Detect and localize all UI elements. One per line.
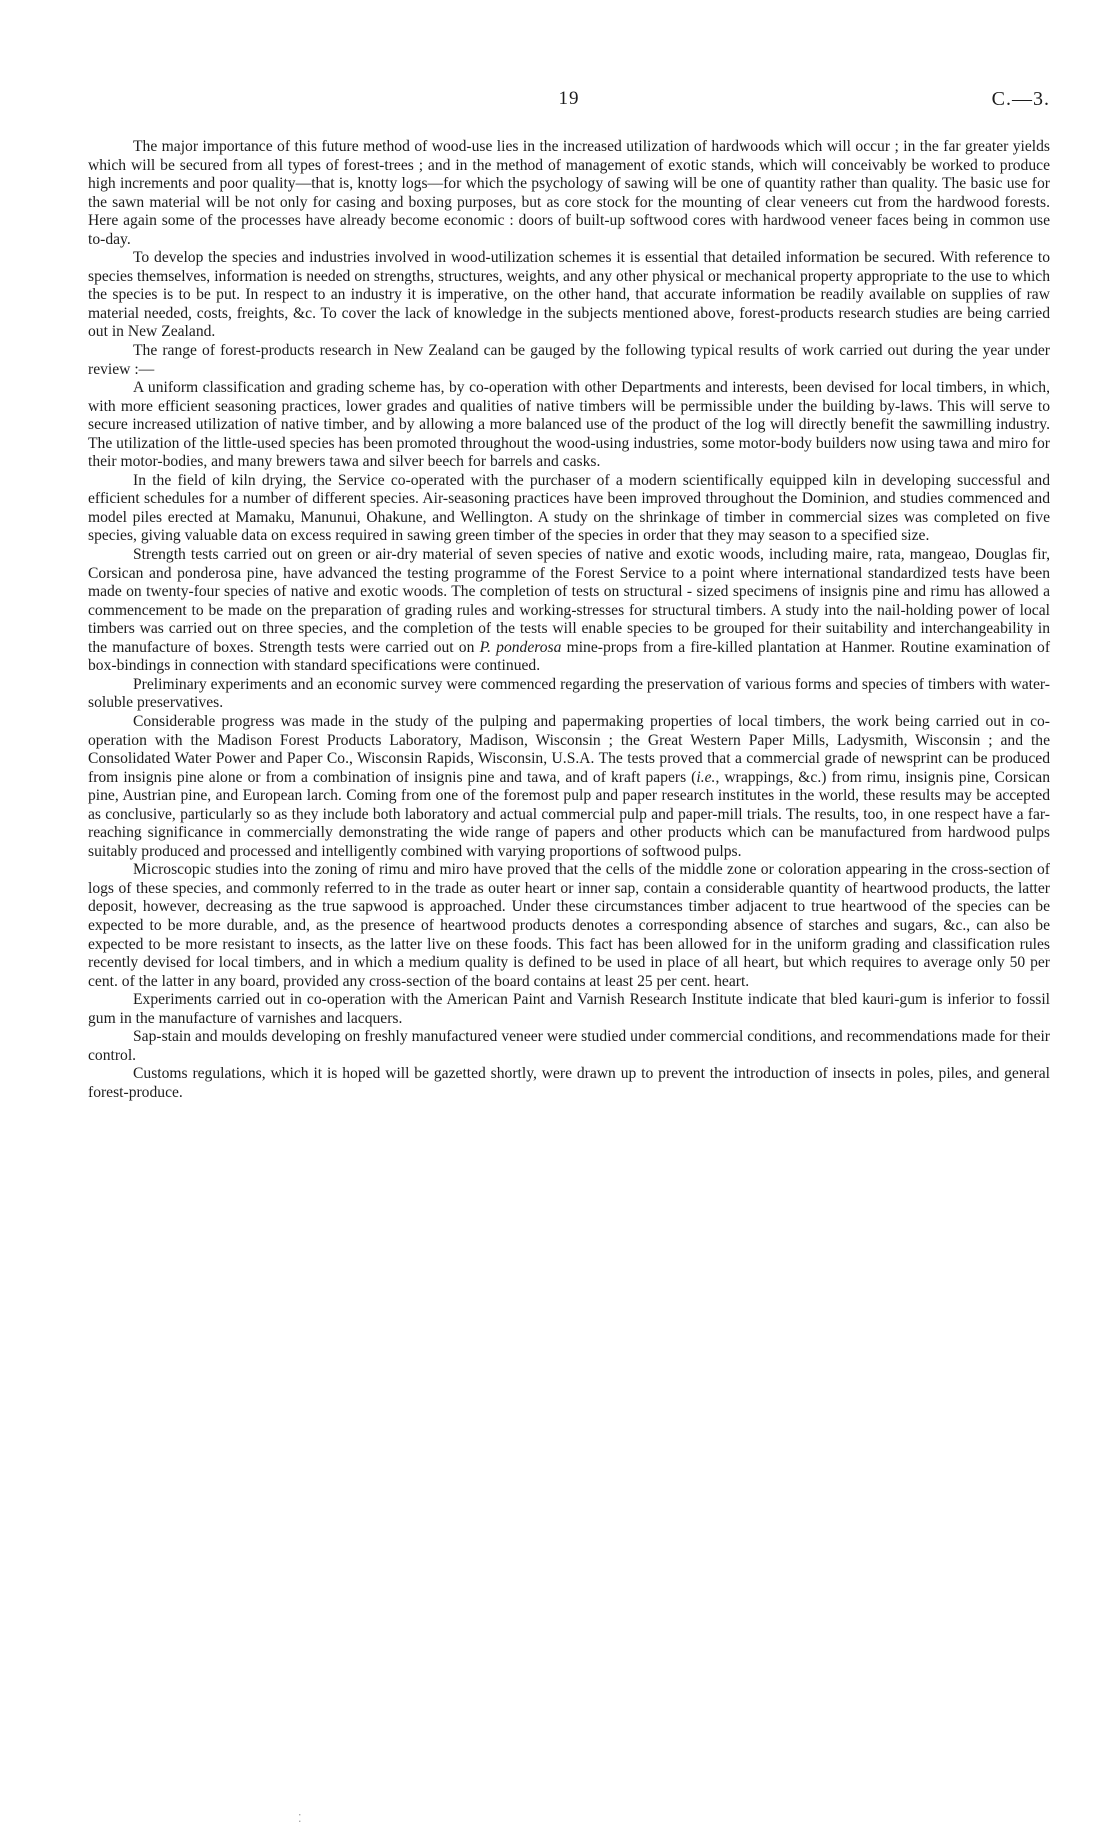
species-name-italic: P. ponderosa: [479, 638, 562, 656]
paragraph-wood-use: The major importance of this future method of wood-use lies in the increased utilization of hardwoods which will occur ; in the far greater yields which will be secured from all types of forest-trees ; and in the method of management of exotic stands, which will conceivably be worked to produce high increments and poor quality—that is, knotty logs—for which the psychology of sawing will be one of quantity rather than quality. The basic use for the sawn material will be not only for casing and boxing purposes, but as core stock for the mounting of clear veneers cut from the hardwood forests. Here again some of the processes have already become economic : doors of built-up softwood cores with hardwood veneer faces being in common use to-day.: [88, 138, 1050, 248]
paragraph-sap-stain: Sap-stain and moulds developing on freshly manufactured veneer were studied under commercial conditions, and recommendations made for their control.: [88, 1028, 1050, 1064]
paragraph-pulping: [88, 713, 1050, 861]
pulping-text-b: , wrappings, &c.) from rimu, insignis pine, Corsican pine, Austrian pine, and European larch. Coming from one of the foremost pulp and paper research institutes in the world, these results may be accepted as conclusive, particularly so as they include both laboratory and actual commercial pulp and paper-mill trials. The results, too, in one respect have a far-reaching significance in commercially demonstrating the wide range of papers and other products which can be manufactured from hardwood pulps suitably produced and processed and intelligently combined with varying proportions of softwood pulps.: [88, 768, 1050, 860]
paragraph-information: To develop the species and industries involved in wood-utilization schemes it is essential that detailed information be secured. With reference to species themselves, information is needed on strengths, structures, weights, and any other physical or mechanical property appropriate to the use to which the species is to be put. In respect to an industry it is imperative, on the other hand, that accurate information be readily available on supplies of raw material needed, costs, freights, &c. To cover the lack of knowledge in the subjects mentioned above, forest-products research studies are being carried out in New Zealand.: [88, 249, 1050, 341]
body-text: [88, 138, 1050, 1102]
pulping-text-a: Considerable progress was made in the study of the pulping and papermaking properties of local timbers, the work being carried out in co-operation with the Madison Forest Products Laboratory, Madison, Wisconsin ; the Great Western Paper Mills, Ladysmith, Wisconsin ; and the Consolidated Water Power and Paper Co., Wisconsin Rapids, Wisconsin, U.S.A. The tests proved that a commercial grade of newsprint can be produced from insignis pine alone or from a combination of insignis pine and tawa, and of kraft papers (: [88, 712, 1050, 786]
paragraph-kiln-drying: In the field of kiln drying, the Service co-operated with the purchaser of a modern scientifically equipped kiln in developing successful and efficient schedules for a number of different species. Air-seasoning practices have been improved throughout the Dominion, and studies commenced and model piles erected at Mamaku, Manunui, Ohakune, and Wellington. A study on the shrinkage of timber in commercial sizes was completed on five species, giving valuable data on excess required in sawing green timber of the species in order that they may season to a specified size.: [88, 471, 1050, 545]
paragraph-research-range: The range of forest-products research in New Zealand can be gauged by the following typical results of work carried out during the year under review :—: [88, 342, 1050, 378]
paragraph-kauri-gum: Experiments carried out in co-operation with the American Paint and Varnish Research Institute indicate that bled kauri-gum is inferior to fossil gum in the manufacture of varnishes and lacquers.: [88, 991, 1050, 1027]
document-reference: C.—3.: [991, 88, 1050, 110]
page-number: 19: [558, 88, 580, 109]
paragraph-microscopic-studies: Microscopic studies into the zoning of rimu and miro have proved that the cells of the middle zone or coloration appearing in the cross-section of logs of these species, and commonly referred to in the trade as outer heart or inner sap, contain a considerable quantity of heartwood products, the latter deposit, however, decreasing as the true sapwood is approached. Under these circumstances timber adjacent to true heartwood of the species can be expected to be more durable, and, as the presence of heartwood products denotes a corresponding absence of starches and sugars, &c., can also be expected to be more resistant to insects, as the latter live on these foods. This fact has been allowed for in the uniform grading and classification rules recently devised for local timbers, and in which a medium quality is defined to be used in place of all heart, but which requires to average only 50 per cent. of the latter in any board, provided any cross-section of the board contains at least 25 per cent. heart.: [88, 861, 1050, 990]
paragraph-strength-tests: [88, 546, 1050, 676]
paragraph-customs: Customs regulations, which it is hoped will be gazetted shortly, were drawn up to prevent the introduction of insects in poles, piles, and general forest-produce.: [88, 1065, 1050, 1101]
page-header: [88, 88, 1050, 116]
strength-text-a: Strength tests carried out on green or air-dry material of seven species of native and exotic woods, including maire, rata, mangeao, Douglas fir, Corsican and ponderosa pine, have advanced the testing programme of the Forest Service to a point where international standardized tests have been made on twenty-four species of native and exotic woods. The completion of tests on structural - sized specimens of insignis pine and rimu has allowed a commencement to be made on the preparation of grading rules and working-stresses for structural timbers. A study into the nail-holding power of local timbers was carried out on three species, and the completion of the tests will enable species to be grouped for their suitability and interchangeability in the manufacture of boxes. Strength tests were carried out on: [88, 546, 1050, 656]
paragraph-preservation: Preliminary experiments and an economic survey were commenced regarding the preservation of various forms and species of timbers with water-soluble preservatives.: [88, 675, 1050, 712]
abbreviation-italic: i.e.: [696, 768, 716, 786]
paragraph-grading-scheme: A uniform classification and grading scheme has, by co-operation with other Departments and interests, been devised for local timbers, in which, with more efficient seasoning practices, lower grades and qualities of native timbers will be permissible under the building by-laws. This will serve to secure increased utilization of native timber, and by allowing a more balanced use of the product of the log will directly benefit the sawmilling industry. The utilization of the little-used species has been promoted throughout the wood-using industries, some motor-body builders now using tawa and miro for their motor-bodies, and many brewers tawa and silver beech for barrels and casks.: [88, 379, 1050, 471]
strength-text-b: mine-props from a fire-killed plantation at Hanmer. Routine examination of box-bindings in connection with standard specifications were continued.: [88, 638, 1051, 675]
scan-speck-decoration: ⁚: [298, 1813, 302, 1825]
